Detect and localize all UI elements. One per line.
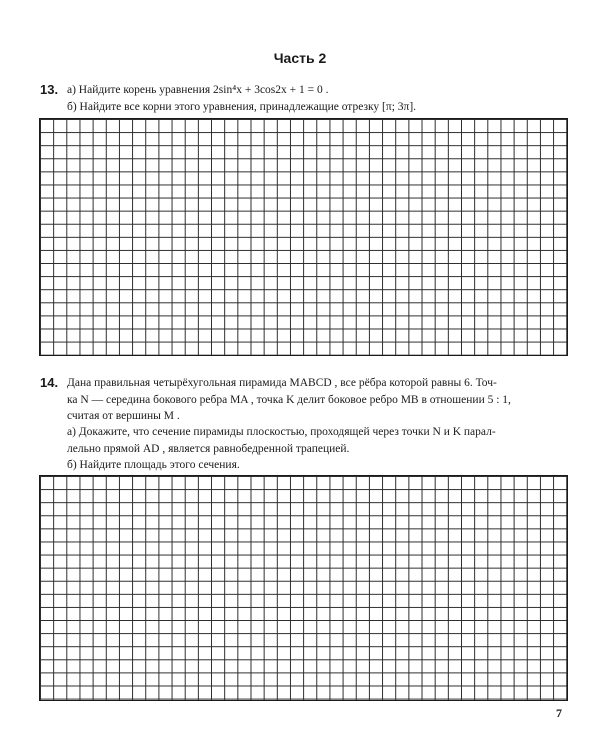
answer-grid-13[interactable]	[39, 118, 568, 356]
page-number: 7	[556, 706, 562, 720]
task-14-line-3: считая от вершины M .	[67, 410, 180, 422]
task-14-line-2: ка N — середина бокового ребра MA , точка K делит боковое ребро MB в отношении 5 : 1,	[67, 394, 511, 406]
task-14-line-1: Дана правильная четырёхугольная пирамида MABCD , все рёбра которой равны 6. Точ-	[67, 377, 497, 389]
task-13-number: 13.	[40, 82, 59, 97]
task-14-number: 14.	[40, 375, 59, 390]
task-14-part-a-line-2: лельно прямой AD , является равнобедренной трапецией.	[67, 443, 350, 455]
task-13-part-b: б) Найдите все корни этого уравнения, принадлежащие отрезку [π; 3π].	[67, 101, 417, 113]
task-14-part-b: б) Найдите площадь этого сечения.	[67, 459, 240, 471]
answer-grid-14[interactable]	[39, 475, 568, 701]
part-title: Часть 2	[273, 50, 327, 66]
task-13-part-a: а) Найдите корень уравнения 2sin⁴x + 3cos2x + 1 = 0 .	[67, 84, 329, 96]
task-14-part-a-line-1: а) Докажите, что сечение пирамиды плоскостью, проходящей через точки N и K парал-	[67, 426, 496, 438]
